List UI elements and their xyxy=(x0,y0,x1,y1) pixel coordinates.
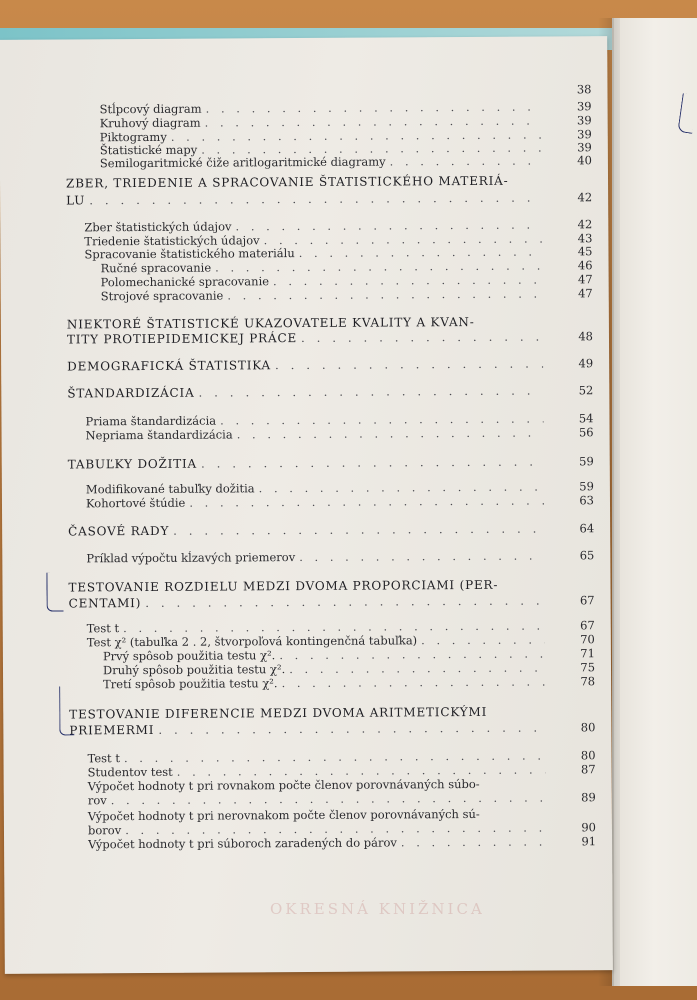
toc-entry-title: Štatistické mapy xyxy=(99,142,198,158)
dot-leader xyxy=(275,357,543,373)
toc-page-number: 78 xyxy=(580,674,596,689)
toc-page-number: 80 xyxy=(580,748,596,763)
page-number: 38 xyxy=(576,82,592,97)
toc-entry-title: Kruhový diagram xyxy=(99,115,201,131)
toc-entry-title: NIEKTORÉ ŠTATISTICKÉ UKAZOVATELE KVALITY A KVAN- xyxy=(66,314,475,332)
toc-entry-title: DEMOGRAFICKÁ ŠTATISTIKA xyxy=(67,358,272,374)
toc-entry-title: Studentov test xyxy=(87,764,173,780)
toc-entry-title: ČASOVÉ RADY xyxy=(68,523,170,539)
toc-page-number: 63 xyxy=(579,493,595,508)
toc-page-number: 67 xyxy=(579,593,595,608)
toc-entry-title: Polomechanické spracovanie xyxy=(100,274,270,290)
toc-entry xyxy=(100,154,546,171)
toc-entry-title: Druhý spôsob použitia testu χ². xyxy=(102,662,286,678)
toc-entry-title: Prvý spôsob použitia testu χ². xyxy=(102,648,276,664)
toc-entry-title: TITY PROTIEPIDEMICKEJ PRÁCE xyxy=(66,331,298,347)
toc-page-number: 39 xyxy=(577,140,592,155)
toc-chapter xyxy=(69,594,549,611)
toc-page-number: 47 xyxy=(577,272,593,287)
dot-leader xyxy=(89,191,542,208)
toc-page-number: 52 xyxy=(578,383,594,398)
dot-leader xyxy=(201,455,544,471)
toc-page-number: 45 xyxy=(577,244,593,259)
dot-leader xyxy=(173,522,544,538)
toc-entry-title: LU xyxy=(66,193,86,208)
toc-entry-title: PRIEMERMI xyxy=(69,722,155,738)
toc-chapter xyxy=(66,174,546,191)
toc-chapter xyxy=(69,721,549,738)
toc-entry-title: Semilogaritmické čiže aritlogaritmické diagramy xyxy=(99,154,386,171)
dot-leader xyxy=(237,426,544,442)
toc-chapter xyxy=(68,522,548,539)
library-stamp: OKRESNÁ KNIŽNICA xyxy=(270,900,485,918)
toc-page-number: 40 xyxy=(577,153,592,168)
dot-leader xyxy=(281,675,545,691)
toc-entry-title: Test χ² (tabuľka 2 . 2, štvorpoľová kontingenčná tabuľka) xyxy=(86,633,418,650)
dot-leader xyxy=(189,494,544,510)
toc-page-number: 90 xyxy=(581,820,597,835)
toc-page-number: 39 xyxy=(576,99,592,114)
toc-entry-title: Výpočet hodnoty t pri súboroch zaradených do párov xyxy=(88,835,397,852)
toc-page-number: 59 xyxy=(579,479,594,494)
toc-page-number: 64 xyxy=(579,521,595,536)
toc-chapter xyxy=(69,705,549,722)
toc-page-number: 65 xyxy=(579,548,595,563)
toc-entry-title: Kohortové štúdie xyxy=(85,495,186,511)
toc-entry-title: Modifikované tabuľky dožitia xyxy=(85,481,255,497)
toc-page-number: 39 xyxy=(576,113,592,128)
toc-entry-title: Zber štatistických údajov xyxy=(84,219,232,235)
toc-entry-title: Triedenie štatistických údajov xyxy=(84,233,260,249)
dot-leader xyxy=(421,633,545,648)
toc-page-number: 54 xyxy=(578,411,594,426)
toc-page-number: 67 xyxy=(580,618,595,633)
toc-chapter xyxy=(68,578,548,595)
toc-page-number: 42 xyxy=(577,217,593,232)
toc-entry xyxy=(86,494,548,511)
toc-page-number: 71 xyxy=(580,646,595,661)
toc-chapter xyxy=(67,384,547,401)
dot-leader xyxy=(145,594,544,610)
toc-entry-title: borov xyxy=(87,823,122,838)
toc-page-number: 46 xyxy=(577,258,593,273)
toc-entry-title: Spracovanie štatistického materiálu xyxy=(84,246,295,262)
toc-entry xyxy=(86,426,548,443)
toc-entry-title: Tretí spôsob použitia testu χ². xyxy=(103,676,278,692)
dot-leader xyxy=(227,287,542,303)
dot-leader xyxy=(299,245,543,260)
toc-entry-title: Výpočet hodnoty t pri nerovnakom počte členov porovnávaných sú- xyxy=(87,806,480,824)
toc-chapter xyxy=(67,315,547,332)
toc-entry-title: ZBER, TRIEDENIE A SPRACOVANIE ŠTATISTICKÉHO MATERIÁ- xyxy=(65,173,509,191)
toc-entry-title: Príklad výpočtu kĺzavých priemerov xyxy=(86,550,296,566)
toc-page-number: 39 xyxy=(577,127,592,142)
toc-entry-title: Ručné spracovanie xyxy=(100,260,212,276)
toc-entry-title: Strojové spracovanie xyxy=(100,288,224,304)
toc-entry-title: Piktogramy xyxy=(99,129,167,145)
toc-page-number: 80 xyxy=(580,720,596,735)
toc-entry-title: Stĺpcový diagram xyxy=(99,101,202,117)
toc-entry-title: Nepriama štandardizácia xyxy=(85,427,233,443)
dot-leader xyxy=(111,791,546,808)
toc-entry xyxy=(86,549,548,566)
toc-page-number: 91 xyxy=(581,834,597,849)
dot-leader xyxy=(158,721,545,737)
facing-page xyxy=(612,18,697,986)
dot-leader xyxy=(390,154,542,169)
dot-leader xyxy=(198,384,543,400)
toc-entry xyxy=(101,287,547,304)
toc-entry-title: Test t xyxy=(86,621,120,636)
toc-page-number: 89 xyxy=(581,790,596,805)
toc-chapter xyxy=(66,191,546,208)
pen-mark xyxy=(59,686,74,735)
toc-entry-title: Test t xyxy=(87,751,120,766)
toc-chapter xyxy=(67,330,547,347)
toc-page-number: 48 xyxy=(578,329,594,344)
toc-entry-title: Výpočet hodnoty t pri rovnakom počte členov porovnávaných súbo- xyxy=(87,776,480,794)
toc-entry-title: TESTOVANIE ROZDIELU MEDZI DVOMA PROPORCIAMI (PER- xyxy=(68,577,499,595)
contents-page xyxy=(0,36,613,974)
dot-leader xyxy=(289,661,545,677)
toc-page-number: 49 xyxy=(578,356,594,371)
toc-page-number: 87 xyxy=(580,762,596,777)
toc-entry xyxy=(103,675,549,692)
toc-entry-title: TABUĽKY DOŽITIA xyxy=(67,456,198,472)
toc-entry-title: TESTOVANIE DIFERENCIE MEDZI DVOMA ARITMETICKÝMI xyxy=(69,704,488,722)
toc-page-number: 43 xyxy=(577,231,593,246)
toc-page-number: 47 xyxy=(578,286,593,301)
pen-mark xyxy=(46,572,63,611)
dot-leader xyxy=(401,835,546,850)
toc-entry-title: Priama štandardizácia xyxy=(85,413,217,429)
toc-entry xyxy=(88,835,550,852)
toc-page-number: 42 xyxy=(577,190,593,205)
toc-entry-title: ŠTANDARDIZÁCIA xyxy=(67,385,195,401)
toc-chapter xyxy=(68,455,548,472)
toc-entry xyxy=(88,791,550,808)
dot-leader xyxy=(299,549,544,564)
toc-page-number: 70 xyxy=(580,632,595,647)
dot-leader xyxy=(301,330,543,345)
toc-page-number: 56 xyxy=(578,425,594,440)
toc-page-number: 75 xyxy=(580,660,596,675)
toc-page-number: 59 xyxy=(579,454,594,469)
toc-entry-title: rov xyxy=(87,793,107,808)
toc-entry-title: CENTAMI) xyxy=(68,596,142,611)
toc-chapter xyxy=(67,357,547,374)
